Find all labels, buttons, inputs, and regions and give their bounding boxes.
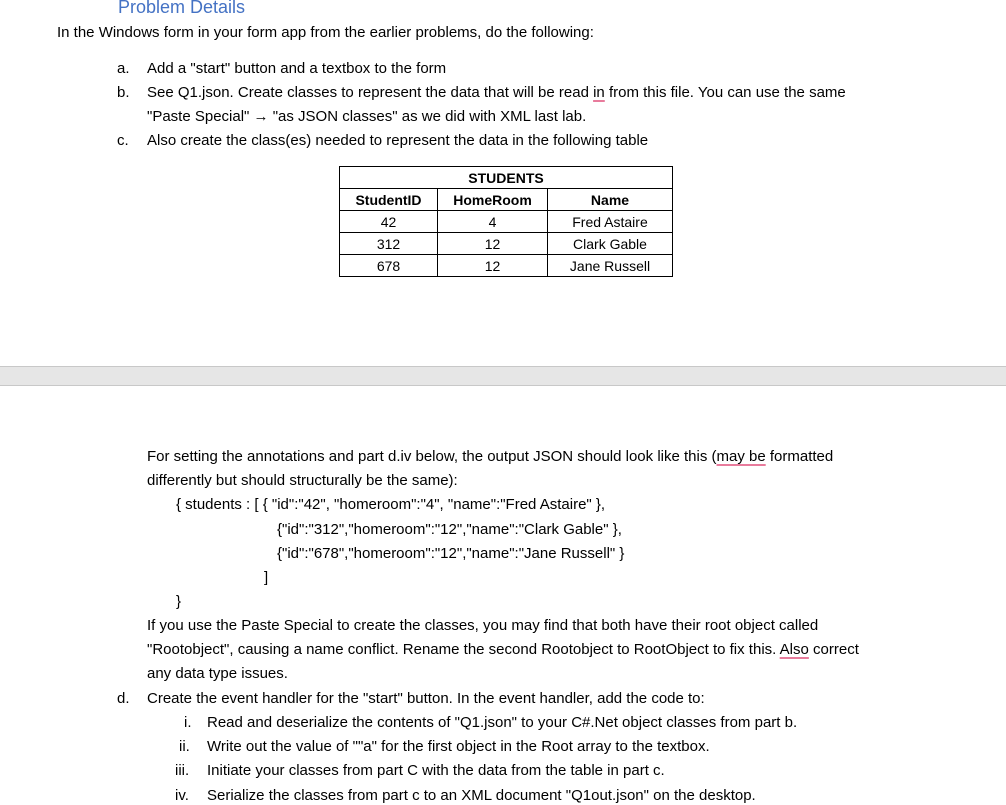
cell-homeroom: 4 [438, 211, 548, 233]
list-marker-c: c. [117, 132, 129, 149]
cell-name: Jane Russell [548, 255, 673, 277]
json-para-line2: differently but should structurally be the same): [147, 472, 458, 489]
col-header-name: Name [548, 189, 673, 211]
sub-marker-i: i. [184, 714, 192, 731]
cell-name: Fred Astaire [548, 211, 673, 233]
item-b-line2: "Paste Special" → "as JSON classes" as we did with XML last lab. [147, 108, 587, 125]
item-b-line1: See Q1.json. Create classes to represent the data that will be read in from this file. You can use the same [147, 84, 846, 101]
col-header-studentid: StudentID [340, 189, 438, 211]
table-title: STUDENTS [340, 167, 673, 189]
sub-item-ii-text: Write out the value of ""a" for the first object in the Root array to the textbox. [207, 738, 710, 755]
students-table [339, 166, 673, 277]
json-para2-line1: If you use the Paste Special to create the classes, you may find that both have their root object called [147, 617, 819, 634]
table-row [340, 233, 673, 255]
page-heading: Problem Details [118, 0, 246, 17]
json-para2-line2: "Rootobject", causing a name conflict. Rename the second Rootobject to RootObject to fix this. Also correct [147, 641, 859, 658]
json-code-line3: {"id":"678","homeroom":"12","name":"Jane Russell" } [277, 545, 625, 562]
sub-item-i-text: Read and deserialize the contents of "Q1.json" to your C#.Net object classes from part b. [207, 714, 798, 731]
table-row [340, 211, 673, 233]
col-header-homeroom: HomeRoom [438, 189, 548, 211]
intro-text: In the Windows form in your form app from the earlier problems, do the following: [57, 24, 594, 41]
json-code-line2: {"id":"312","homeroom":"12","name":"Clark Gable" }, [277, 521, 622, 538]
item-a-text: Add a "start" button and a textbox to the form [147, 60, 447, 77]
page-break-divider [0, 366, 1006, 386]
json-code-line4: ] [264, 569, 269, 586]
item-d-text: Create the event handler for the "start" button. In the event handler, add the code to: [147, 690, 705, 707]
table-row [340, 255, 673, 277]
json-para2-line3: any data type issues. [147, 665, 288, 682]
cell-studentid: 312 [340, 233, 438, 255]
json-code-line5: } [176, 593, 182, 610]
json-code-line1: { students : [ { "id":"42", "homeroom":"4", "name":"Fred Astaire" }, [176, 496, 606, 513]
item-c-text: Also create the class(es) needed to represent the data in the following table [147, 132, 649, 149]
cell-homeroom: 12 [438, 255, 548, 277]
cell-name: Clark Gable [548, 233, 673, 255]
json-para-line1: For setting the annotations and part d.iv below, the output JSON should look like this (may be formatted [147, 448, 834, 465]
sub-marker-iii: iii. [175, 762, 190, 779]
sub-item-iii-text: Initiate your classes from part C with the data from the table in part c. [207, 762, 665, 779]
sub-item-iv-text: Serialize the classes from part c to an XML document "Q1out.json" on the desktop. [207, 787, 756, 804]
list-marker-a: a. [117, 60, 130, 77]
list-marker-b: b. [117, 84, 130, 101]
cell-studentid: 678 [340, 255, 438, 277]
list-marker-d: d. [117, 690, 130, 707]
sub-marker-iv: iv. [175, 787, 189, 804]
cell-studentid: 42 [340, 211, 438, 233]
sub-marker-ii: ii. [179, 738, 190, 755]
cell-homeroom: 12 [438, 233, 548, 255]
